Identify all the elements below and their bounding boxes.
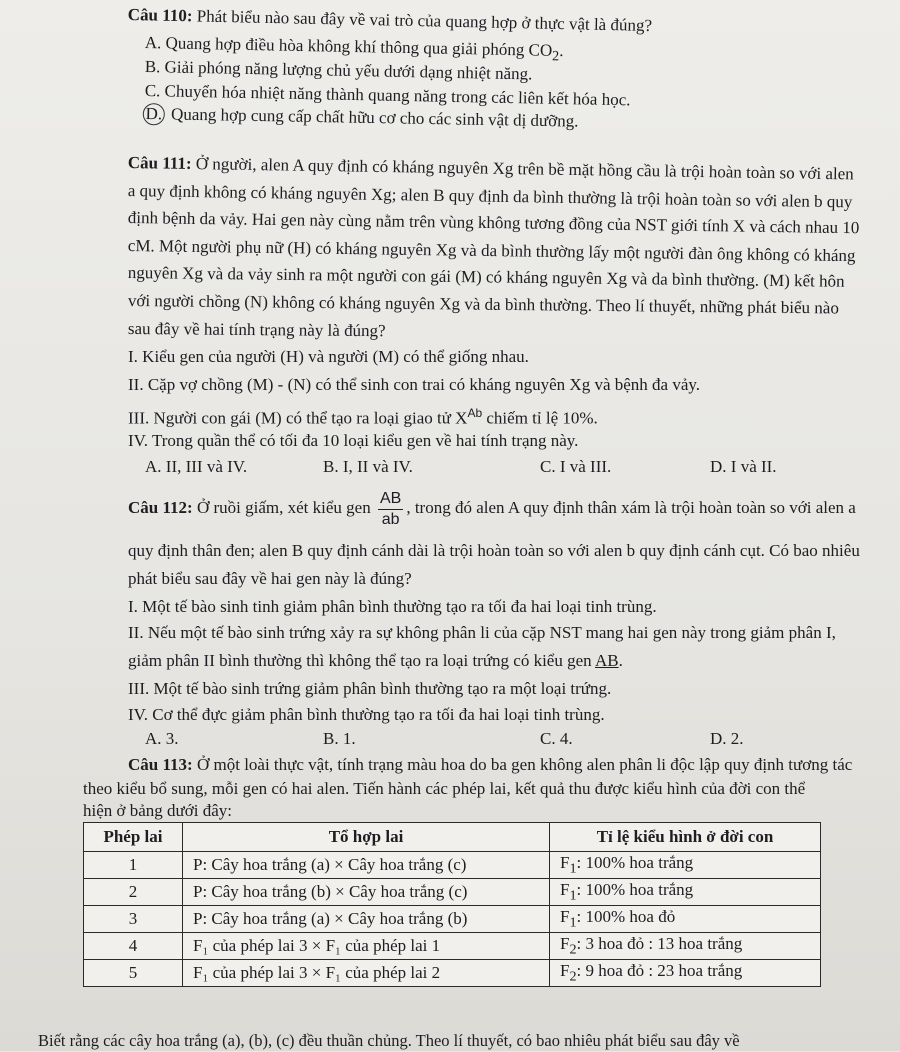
generation-subscript: 2 [569,968,577,985]
cross-combination: F₁ của phép lai 3 × F₁ của phép lai 2 [183,960,550,987]
cross-combination: P: Cây hoa trắng (a) × Cây hoa trắng (c) [183,852,550,879]
table-row [84,960,821,987]
gamete-superscript: Ab [467,406,483,420]
q111-option-c: C. I và III. [540,457,612,476]
selected-answer-circle: D. [143,103,165,125]
q112-statement-4: IV. Cơ thể đực giảm phân bình thường tạo ra tối đa hai loại tinh trùng. [128,705,605,724]
ratio-text: : 9 hoa đỏ : 23 hoa trắng [576,960,743,980]
generation-subscript: 1 [569,860,577,877]
cross-number: 4 [84,933,183,960]
fraction-denominator: ab [381,510,400,528]
cross-combination: P: Cây hoa trắng (b) × Cây hoa trắng (c) [183,879,550,906]
q111-s3-post: chiếm tỉ lệ 10%. [482,408,598,428]
q111-label: Câu 111: [127,152,192,173]
q110-option-d-text: Quang hợp cung cấp chất hữu cơ cho các sinh vật dị dưỡng. [170,104,579,131]
q110-option-a-text: A. Quang hợp điều hòa không khí thông qua giải phóng CO [144,32,553,60]
cross-combination: P: Cây hoa trắng (a) × Cây hoa trắng (b) [183,906,550,933]
cross-results-table [83,822,821,987]
q112-option-b: B. 1. [323,729,356,748]
q112-s2b-gene: AB [594,651,619,670]
q111-statement-4: IV. Trong quần thể có tối đa 10 loại kiểu gen về hai tính trạng này. [128,431,579,450]
generation-subscript: 1 [569,914,577,931]
table-header-row [84,823,821,852]
q112-statement-2b [128,650,623,672]
q112-line-1 [128,486,856,530]
table-row [84,852,821,879]
q111-line-2: a quy định không có kháng nguyên Xg; alen B quy định da bình thường là trội hoàn toàn so với alen b quy [127,180,853,212]
q113-text-1: Ở một loài thực vật, tính trạng màu hoa do ba gen không alen phân li độc lập quy định tương tác [196,755,853,774]
q112-option-c: C. 4. [540,729,573,748]
cross-number: 2 [84,879,183,906]
q113-line-1 [128,754,852,776]
offspring-ratio [550,906,821,933]
q110-stem [128,4,653,37]
q112-line-3: phát biểu sau đây về hai gen này là đúng? [128,569,412,588]
ratio-text: : 100% hoa trắng [576,879,694,899]
q111-line-5: nguyên Xg và da vảy sinh ra một người con gái (M) có kháng nguyên Xg và da bình thường. (M) kết hôn [127,262,845,291]
ratio-text: : 100% hoa trắng [576,852,694,872]
q112-option-d: D. 2. [710,729,744,748]
co2-subscript: 2 [551,48,560,65]
q111-s3-pre: III. Người con gái (M) có thể tạo ra loại giao tử X [128,408,468,428]
table-row [84,879,821,906]
cross-number: 1 [84,852,183,879]
q111-line-3: định bệnh da vảy. Hai gen này cùng nằm trên vùng không tương đồng của NST giới tính X và cách nhau 10 [127,207,860,238]
genotype-fraction [378,489,403,530]
q110-option-b: B. Giải phóng năng lượng chủ yếu dưới dạng nhiệt năng. [144,56,533,84]
q111-statement-1: I. Kiểu gen của người (H) và người (M) có thể giống nhau. [128,347,529,366]
q111-line-6: với người chồng (N) không có kháng nguyên Xg và da bình thường. Theo lí thuyết, những phát biểu nào [127,290,839,318]
q111-line-1 [128,152,854,185]
generation-label: F [560,933,570,953]
q112-s2b-end: . [618,651,623,670]
q110-option-c: C. Chuyển hóa nhiệt năng thành quang năng trong các liên kết hóa học. [144,80,631,110]
q111-statement-3 [128,402,598,430]
offspring-ratio [550,879,821,906]
generation-subscript: 1 [569,887,577,904]
generation-label: F [560,852,570,872]
cross-number: 3 [84,906,183,933]
q110-question: Phát biểu nào sau đây về vai trò của quang hợp ở thực vật là đúng? [196,6,653,35]
q111-option-a: A. II, III và IV. [145,457,248,476]
q113-footer: Biết rằng các cây hoa trắng (a), (b), (c) đều thuần chủng. Theo lí thuyết, có bao nhiêu phát biểu sau đây về [38,1031,740,1050]
generation-label: F [560,879,570,899]
q113-line-3: hiện ở bảng dưới đây: [83,801,232,820]
q112-statement-3: III. Một tế bào sinh trứng giảm phân bình thường tạo ra một loại trứng. [128,679,612,698]
header-cross-number: Phép lai [84,823,183,852]
cross-number: 5 [84,960,183,987]
q112-line-2: quy định thân đen; alen B quy định cánh dài là trội hoàn toàn so với alen b quy định cánh cụt. Có bao nhiêu [128,541,860,560]
generation-label: F [560,960,570,980]
offspring-ratio [550,933,821,960]
offspring-ratio [550,852,821,879]
q112-statement-1: I. Một tế bào sinh tinh giảm phân bình thường tạo ra tối đa hai loại tinh trùng. [128,597,657,616]
table-row [84,933,821,960]
fraction-numerator: AB [378,489,403,510]
q113-line-2: theo kiểu bổ sung, mỗi gen có hai alen. Tiến hành các phép lai, kết quả thu được kiểu hình của đời con thể [83,779,806,798]
q111-line-7: sau đây về hai tính trạng này là đúng? [127,318,386,341]
table-row [84,906,821,933]
generation-subscript: 2 [569,941,577,958]
q112-label: Câu 112: [128,498,193,517]
q111-statement-2: II. Cặp vợ chồng (M) - (N) có thể sinh con trai có kháng nguyên Xg và bệnh đa vảy. [128,375,701,394]
q113-label: Câu 113: [128,755,193,774]
q112-option-a: A. 3. [145,729,179,748]
q111-text-1: Ở người, alen A quy định có kháng nguyên Xg trên bề mặt hồng cầu là trội hoàn toàn so với alen [195,154,854,184]
generation-label: F [560,906,570,926]
q110-label: Câu 110: [127,4,193,26]
q112-s2b-pre: giảm phân II bình thường thì không thể tạo ra loại trứng có kiểu gen [128,651,595,670]
q112-text-pre: Ở ruồi giấm, xét kiểu gen [196,498,371,517]
q111-option-d: D. I và II. [710,457,777,476]
q111-option-b: B. I, II và IV. [323,457,413,476]
q112-statement-2a: II. Nếu một tế bào sinh trứng xảy ra sự không phân li của cặp NST mang hai gen này trong giảm phân I, [128,623,836,642]
header-cross-combination: Tổ hợp lai [183,823,550,852]
q110-option-a-end: . [559,40,564,61]
cross-combination: F₁ của phép lai 3 × F₁ của phép lai 1 [183,933,550,960]
ratio-text: : 3 hoa đỏ : 13 hoa trắng [576,933,743,953]
header-offspring-ratio: Tỉ lệ kiểu hình ở đời con [550,823,821,852]
q111-line-4: cM. Một người phụ nữ (H) có kháng nguyên Xg và da bình thường lấy một người đàn ông không có kháng [127,235,856,266]
offspring-ratio [550,960,821,987]
ratio-text: : 100% hoa đỏ [576,906,676,926]
q112-text-post: , trong đó alen A quy định thân xám là trội hoàn toàn so với alen a [406,498,856,517]
